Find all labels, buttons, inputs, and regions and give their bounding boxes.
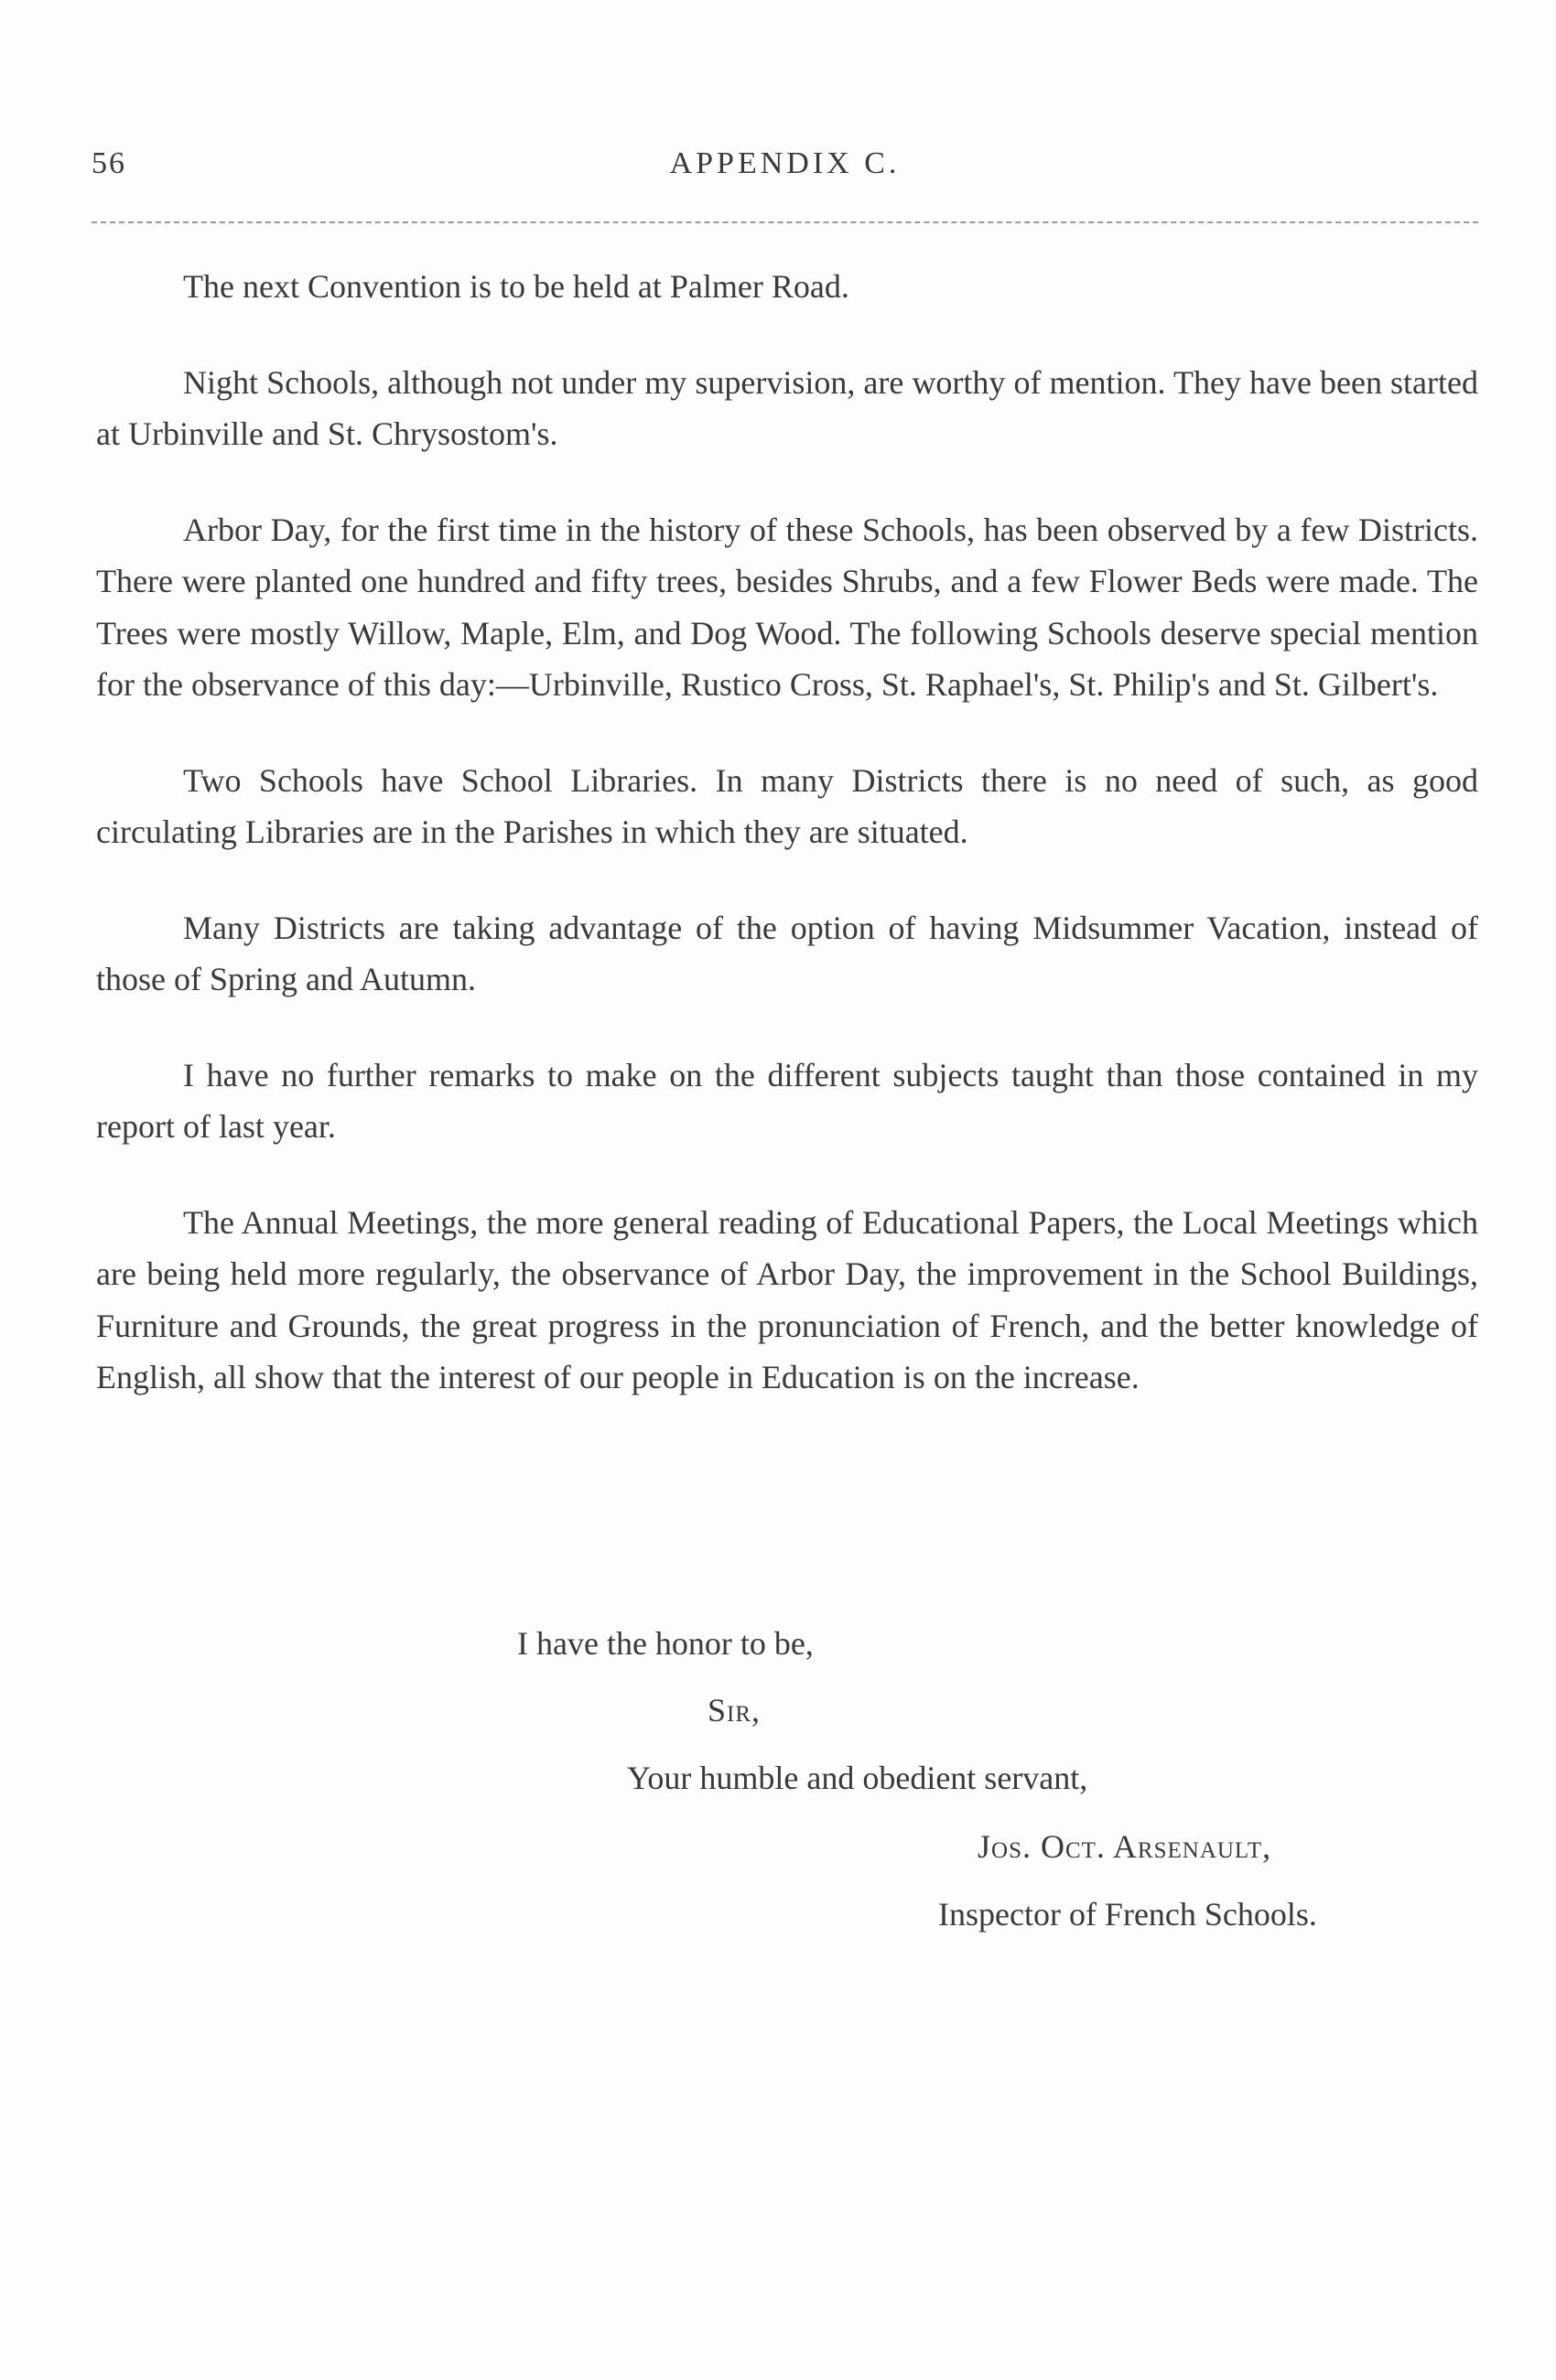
paragraph-libraries: Two Schools have School Libraries. In many Districts there is no need of such, as good circulating Libraries are in the Parishes in which they are situated. [96, 761, 1478, 850]
paragraph-conclusion: The Annual Meetings, the more general reading of Educational Papers, the Local Meetings which are being held more regularly, the observance of Arbor Day, the improvement in the School Buildings, Furniture and Grounds, the great progress in the pronunciation of French, and the better knowledge of English, all show that the interest of our people in Education is on the increase. [96, 1203, 1478, 1395]
salutation: Sir, [708, 1692, 762, 1728]
running-head: APPENDIX C. [669, 146, 901, 180]
paragraph-night-schools: Night Schools, although not under my supervision, are worthy of mention. They have been started at Urbinville and St. Chrysostom's. [96, 363, 1478, 452]
page-number: 56 [92, 146, 126, 180]
paragraph-arbor-day: Arbor Day, for the first time in the history of these Schools, has been observed by a few Districts. There were planted one hundred and fifty trees, besides Shrubs, and a few Flower Beds were made. The Trees were mostly Willow, Maple, Elm, and Dog Wood. The following Schools deserve special mention for the observance of this day:—Urbinville, Rustico Cross, St. Raphael's, St. Philip's and St. Gilbert's. [96, 511, 1478, 703]
paragraph-remarks: I have no further remarks to make on the different subjects taught than those contained in my report of last year. [96, 1056, 1478, 1145]
signature-title: Inspector of French Schools. [938, 1896, 1317, 1933]
body-text [96, 261, 1478, 1448]
signature: Jos. Oct. Arsenault, [978, 1828, 1272, 1865]
header-rule [92, 221, 1478, 223]
paragraph-convention: The next Convention is to be held at Palmer Road. [183, 268, 849, 305]
closing-servant-line: Your humble and obedient servant, [627, 1760, 1088, 1796]
paragraph-vacation: Many Districts are taking advantage of the option of having Midsummer Vacation, instead of those of Spring and Autumn. [96, 909, 1478, 997]
page-header [92, 146, 1478, 190]
closing-line: I have the honor to be, [517, 1625, 814, 1662]
